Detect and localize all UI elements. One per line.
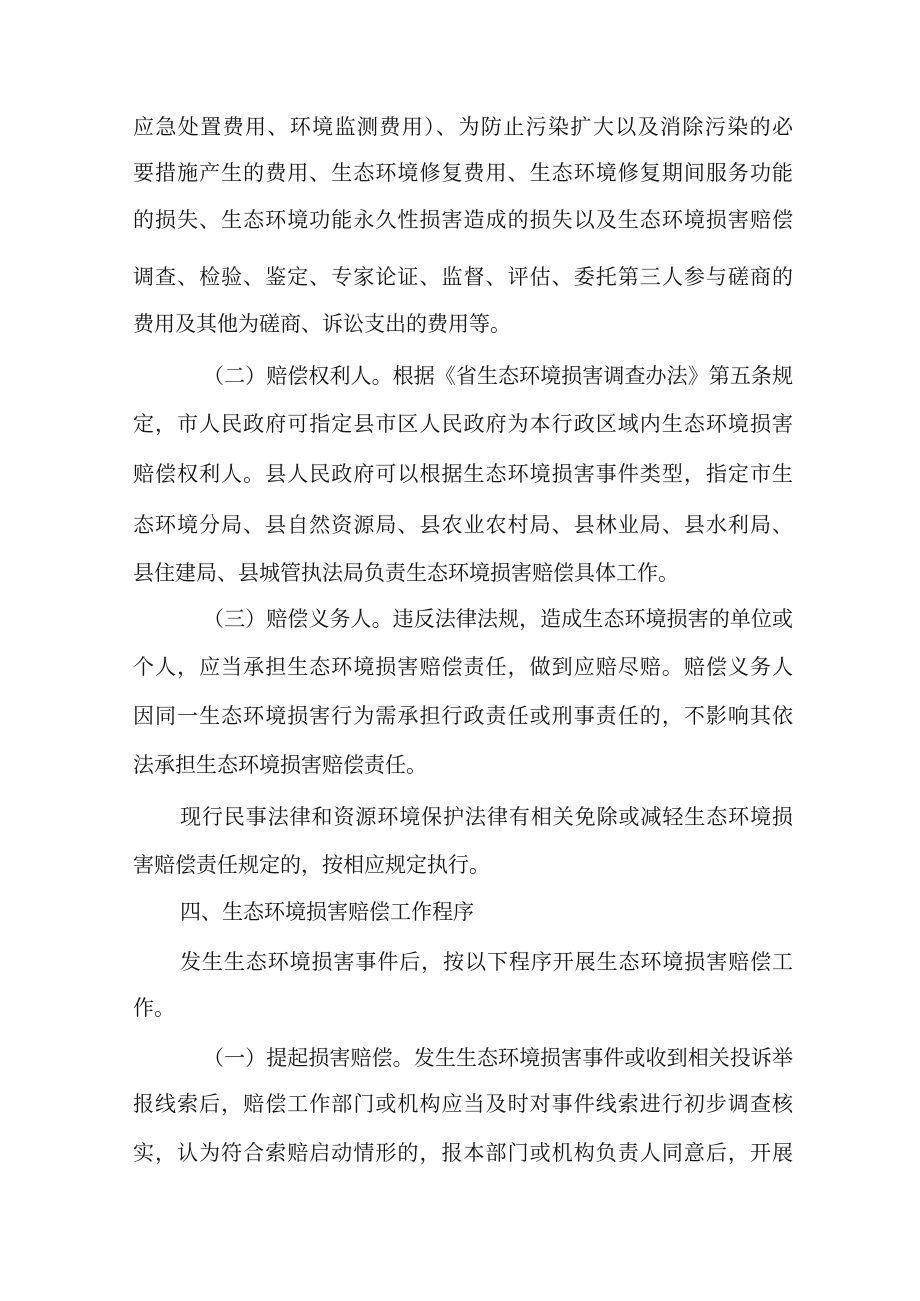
text-line-19: 作。 — [133, 996, 175, 1020]
text-line-13: 因同一生态环境损害行为需承担行政责任或刑事责任的，不影响其依 — [133, 704, 793, 728]
text-line-8: 赔偿权利人。县人民政府可以根据生态环境损害事件类型，指定市生 — [133, 462, 793, 486]
text-line-12: 个人，应当承担生态环境损害赔偿责任，做到应赔尽赔。赔偿义务人 — [133, 655, 793, 679]
text-line-2: 要措施产生的费用、生态环境修复费用、生态环境修复期间服务功能 — [133, 161, 793, 185]
text-line-3: 的损失、生态环境功能永久性损害造成的损失以及生态环境损害赔偿 — [133, 208, 793, 232]
text-line-1: 应急处置费用、环境监测费用）、为防止污染扩大以及消除污染的必 — [133, 115, 793, 139]
text-line-11: （三）赔偿义务人。违反法律法规，造成生态环境损害的单位或 — [203, 607, 793, 631]
text-line-5: 费用及其他为磋商、诉讼支出的费用等。 — [133, 312, 511, 336]
text-line-7: 定，市人民政府可指定县市区人民政府为本行政区域内生态环境损害 — [133, 412, 793, 436]
text-line-15: 现行民事法律和资源环境保护法律有相关免除或减轻生态环境损 — [180, 805, 793, 829]
text-line-9: 态环境分局、县自然资源局、县农业农村局、县林业局、县水利局、 — [133, 513, 793, 537]
text-line-6: （二）赔偿权利人。根据《省生态环境损害调查办法》第五条规 — [203, 364, 793, 388]
section-heading: 四、生态环境损害赔偿工作程序 — [180, 900, 474, 924]
text-line-14: 法承担生态环境损害赔偿责任。 — [133, 753, 427, 777]
text-line-21: 报线索后，赔偿工作部门或机构应当及时对事件线索进行初步调查核 — [133, 1092, 793, 1116]
text-line-22: 实，认为符合索赔启动情形的，报本部门或机构负责人同意后，开展 — [133, 1141, 793, 1165]
text-line-20: （一）提起损害赔偿。发生生态环境损害事件或收到相关投诉举 — [203, 1046, 793, 1070]
text-line-10: 县住建局、县城管执法局负责生态环境损害赔偿具体工作。 — [133, 561, 679, 585]
text-line-4: 调查、检验、鉴定、专家论证、监督、评估、委托第三人参与磋商的 — [133, 265, 793, 289]
text-line-16: 害赔偿责任规定的，按相应规定执行。 — [133, 853, 490, 877]
text-line-18: 发生生态环境损害事件后，按以下程序开展生态环境损害赔偿工 — [180, 950, 793, 974]
